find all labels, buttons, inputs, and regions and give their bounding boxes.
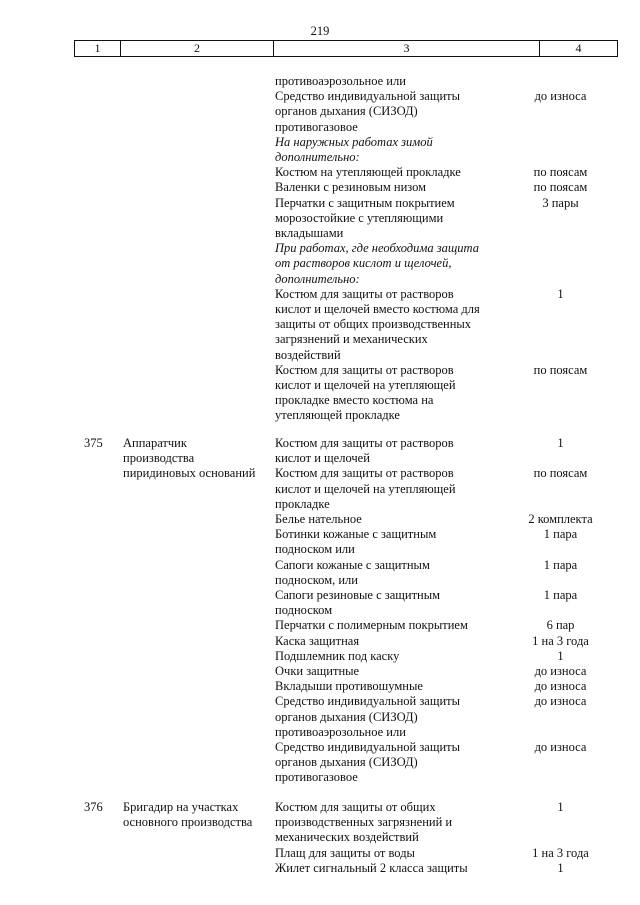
item-text: органов дыхания (СИЗОД) [275, 104, 418, 119]
item-quantity: до износа [534, 89, 587, 104]
item-text: Перчатки с полимерным покрытием [275, 618, 468, 633]
item-text: дополнительно: [275, 150, 360, 164]
item-quantity: до износа [534, 740, 587, 754]
item-text: защиты от общих производственных [275, 317, 472, 332]
item-text: противоаэрозольное или [275, 724, 406, 739]
item-text: морозостойкие с утепляющими [275, 210, 444, 225]
item-text: дополнительно: [275, 271, 360, 286]
item-quantity: 1 [557, 648, 564, 663]
item-text: Средство индивидуальной защиты [275, 89, 461, 104]
item-text: кислот и щелочей на утепляющей [275, 481, 456, 496]
item-text: загрязнений и механических [275, 332, 428, 347]
item-quantity: 2 комплекта [528, 512, 593, 526]
item-text: противоаэрозольное или [275, 74, 406, 88]
item-text: воздействий [275, 347, 341, 362]
item-text: кислот и щелочей на утепляющей [275, 378, 456, 392]
item-text: кислот и щелочей вместо костюма для [275, 302, 480, 316]
item-text: При работах, где необходима защита [275, 241, 479, 256]
item-text: Костюм на утепляющей прокладке [275, 165, 461, 180]
item-text: Средство индивидуальной защиты [275, 694, 461, 709]
item-quantity: по поясам [533, 466, 588, 481]
item-quantity: по поясам [533, 362, 588, 377]
item-text: Средство индивидуальной защиты [275, 740, 461, 754]
item-text: Костюм для защиты от общих [275, 800, 436, 814]
item-quantity: до износа [534, 679, 587, 694]
item-text: Костюм для защиты от растворов [275, 436, 454, 450]
item-quantity: до износа [534, 694, 587, 709]
item-text: Белье нательное [275, 512, 362, 526]
item-text: Ботинки кожаные с защитным [275, 527, 437, 542]
item-text: Костюм для защиты от растворов [275, 362, 454, 377]
item-text: Сапоги резиновые с защитным [275, 588, 441, 602]
item-text: подноском [275, 603, 333, 618]
item-text: Костюм для защиты от растворов [275, 466, 454, 481]
item-text: Очки защитные [275, 664, 360, 678]
item-text: Валенки с резиновым низом [275, 180, 427, 195]
item-text: Плащ для защиты от воды [275, 845, 415, 860]
entry-number: 375 [84, 436, 103, 450]
item-text: от растворов кислот и щелочей, [275, 256, 452, 271]
item-quantity: 1 [557, 286, 564, 301]
item-text: противогазовое [275, 119, 358, 134]
item-quantity: 1 пара [543, 527, 578, 542]
column-header: 3 [273, 41, 539, 56]
column-header: 2 [120, 41, 273, 56]
profession-name: Аппаратчик [123, 436, 187, 450]
item-text: органов дыхания (СИЗОД) [275, 709, 418, 724]
item-quantity: до износа [534, 664, 587, 678]
profession-name: Бригадир на участках [123, 800, 239, 814]
item-quantity: 3 пары [542, 195, 579, 210]
profession-name: пиридиновых оснований [123, 466, 256, 481]
item-quantity: по поясам [533, 180, 588, 195]
item-quantity: 1 [557, 860, 564, 875]
item-quantity: по поясам [533, 165, 588, 180]
item-quantity: 1 пара [543, 588, 578, 602]
item-text: вкладышами [275, 226, 344, 240]
item-quantity: 1 [557, 800, 564, 814]
column-header: 4 [539, 41, 617, 56]
item-text: Каска защитная [275, 633, 360, 648]
entry-number: 376 [84, 800, 103, 814]
item-text: производственных загрязнений и [275, 815, 453, 830]
item-quantity: 6 пар [546, 618, 575, 633]
item-text: кислот и щелочей [275, 451, 370, 466]
page-number: 219 [310, 24, 330, 38]
item-quantity: 1 пара [543, 557, 578, 572]
item-text: механических воздействий [275, 830, 419, 845]
item-text: Костюм для защиты от растворов [275, 286, 454, 301]
item-text: прокладке вместо костюма на [275, 393, 434, 408]
item-text: Сапоги кожаные с защитным [275, 557, 430, 572]
profession-name: производства [123, 451, 195, 466]
item-quantity: 1 на 3 года [532, 633, 589, 648]
item-quantity: 1 на 3 года [532, 845, 589, 860]
profession-name: основного производства [123, 815, 253, 830]
item-text: На наружных работах зимой [275, 134, 433, 149]
item-text: подноском или [275, 542, 355, 557]
item-text: утепляющей прокладке [275, 408, 400, 423]
item-text: органов дыхания (СИЗОД) [275, 755, 418, 770]
column-header: 1 [94, 41, 101, 55]
item-text: противогазовое [275, 770, 358, 785]
item-text: Подшлемник под каску [275, 648, 400, 663]
item-text: Жилет сигнальный 2 класса защиты [275, 860, 468, 875]
item-text: Перчатки с защитным покрытием [275, 195, 455, 210]
item-text: Вкладыши противошумные [275, 679, 423, 694]
item-quantity: 1 [557, 436, 564, 450]
item-text: подноском, или [275, 572, 358, 587]
item-text: прокладке [275, 496, 330, 511]
